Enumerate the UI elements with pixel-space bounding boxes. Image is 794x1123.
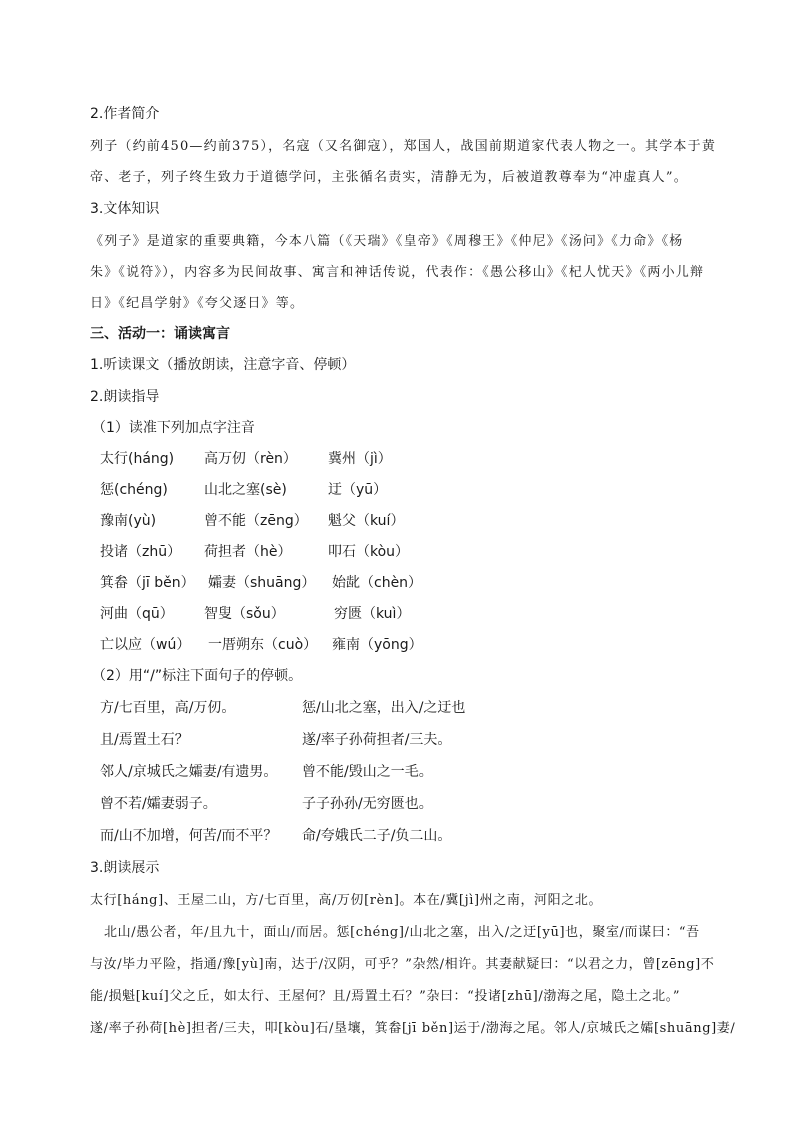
pinyin-item: 迂（yū）: [328, 482, 388, 498]
pause-sentence: 命/夸娥氏二子/负二山。: [302, 828, 452, 844]
pinyin-item: 山北之塞(sè): [204, 482, 287, 498]
pinyin-item: 叩石（kòu）: [328, 544, 410, 560]
pinyin-item: 曾不能（zēng）: [204, 513, 308, 529]
show-heading: 3.朗读展示: [90, 860, 160, 876]
pinyin-item: 河曲（qū）: [100, 606, 174, 622]
pinyin-item: 豫南(yù): [100, 513, 157, 529]
pause-sentence: 邻人/京城氏之孀妻/有遗男。: [100, 764, 278, 780]
activity-heading: 三、活动一：诵读寓言: [90, 326, 230, 342]
reading-line: 北山/愚公者，年/且九十，面山/而居。惩[chéng]/山北之塞，出入/之迂[yū]也，聚室/而谋曰：“吾: [104, 925, 700, 940]
genre-paragraph-line: 《列子》是道家的重要典籍，今本八篇（《天瑞》《皇帝》《周穆王》《仲尼》《汤问》《力命》《杨: [90, 234, 684, 249]
genre-paragraph-line: 朱》《说符》），内容多为民间故事、寓言和神话传说，代表作：《愚公移山》《杞人忧天》《两小儿辩: [90, 265, 705, 280]
pinyin-item: 投诸（zhū）: [100, 544, 182, 560]
pause-row: [0, 697, 794, 719]
pause-row: [0, 825, 794, 847]
pause-sentence: 曾不能/毁山之一毛。: [302, 764, 433, 780]
pause-sentence: 子子孙孙/无穷匮也。: [302, 796, 433, 812]
pinyin-item: 箕畚（jī běn）: [100, 575, 195, 591]
pinyin-item: 始龀（chèn）: [332, 575, 423, 591]
reading-line: 与汝/毕力平险，指通/豫[yù]南，达于/汉阴，可乎？”杂然/相许。其妻献疑曰：“以君之力，曾[zēng]不: [90, 957, 715, 972]
reading-line: 遂/率子孙荷[hè]担者/三夫，叩[kòu]石/垦壤，箕畚[jī běn]运于/渤海之尾。邻人/京城氏之孀[shuāng]妻/: [90, 1021, 736, 1036]
author-paragraph-line: 帝、老子，列子终生致力于道德学问，主张循名责实，清静无为，后被道教尊奉为“冲虚真人”。: [90, 170, 688, 185]
pause-sentence: 遂/率子孙荷担者/三夫。: [302, 732, 452, 748]
pinyin-item: 一厝朔东（cuò）: [208, 637, 318, 653]
pinyin-row: [0, 541, 794, 563]
pause-sentence: 且/焉置土石？: [100, 732, 189, 748]
pause-row: [0, 729, 794, 751]
author-paragraph-line: 列子（约前450—约前375），名寇（又名御寇），郑国人，战国前期道家代表人物之一。其学本于黄: [90, 139, 717, 154]
pinyin-item: 穷匮（kuì）: [334, 606, 411, 622]
pause-sentence: 而/山不加增，何苦/而不平？: [100, 828, 278, 844]
pause-instruction: （2）用“/”标注下面句子的停顿。: [92, 668, 303, 684]
genre-heading: 3.文体知识: [90, 201, 160, 217]
pinyin-item: 荷担者（hè）: [204, 544, 292, 560]
pinyin-item: 魁父（kuí）: [328, 513, 405, 529]
pinyin-row: [0, 634, 794, 656]
pinyin-row: [0, 479, 794, 501]
genre-paragraph-line: 日》《纪昌学射》《夸父逐日》等。: [90, 296, 305, 311]
pinyin-item: 雍南（yōng）: [332, 637, 423, 653]
pinyin-row: [0, 448, 794, 470]
reading-line: 太行[háng]、王屋二山，方/七百里，高/万仞[rèn]。本在/冀[jì]州之南，河阳之北。: [90, 893, 603, 908]
pause-sentence: 曾不若/孀妻弱子。: [100, 796, 217, 812]
pause-sentence: 方/七百里，高/万仞。: [100, 700, 236, 716]
pinyin-item: 冀州（jì）: [328, 451, 392, 467]
pinyin-row: [0, 603, 794, 625]
pause-row: [0, 793, 794, 815]
pinyin-item: 高万仞（rèn）: [204, 451, 297, 467]
listen-instruction: 1.听读课文（播放朗读，注意字音、停顿）: [90, 357, 356, 373]
pinyin-row: [0, 510, 794, 532]
reading-line: 能/损魁[kuí]父之丘，如太行、王屋何？且/焉置土石？”杂曰：“投诸[zhū]/渤海之尾，隐土之北。”: [90, 989, 681, 1004]
pinyin-item: 太行(háng): [100, 451, 175, 467]
pause-sentence: 惩/山北之塞，出入/之迂也: [302, 700, 466, 716]
pinyin-instruction: （1）读准下列加点字注音: [92, 420, 255, 436]
pinyin-item: 孀妻（shuāng）: [208, 575, 316, 591]
pinyin-item: 亡以应（wú）: [100, 637, 191, 653]
pinyin-item: 惩(chéng): [100, 482, 168, 498]
guide-heading: 2.朗读指导: [90, 389, 160, 405]
author-heading: 2.作者简介: [90, 106, 160, 122]
pinyin-row: [0, 572, 794, 594]
pause-row: [0, 761, 794, 783]
pinyin-item: 智叟（sǒu）: [204, 606, 285, 622]
